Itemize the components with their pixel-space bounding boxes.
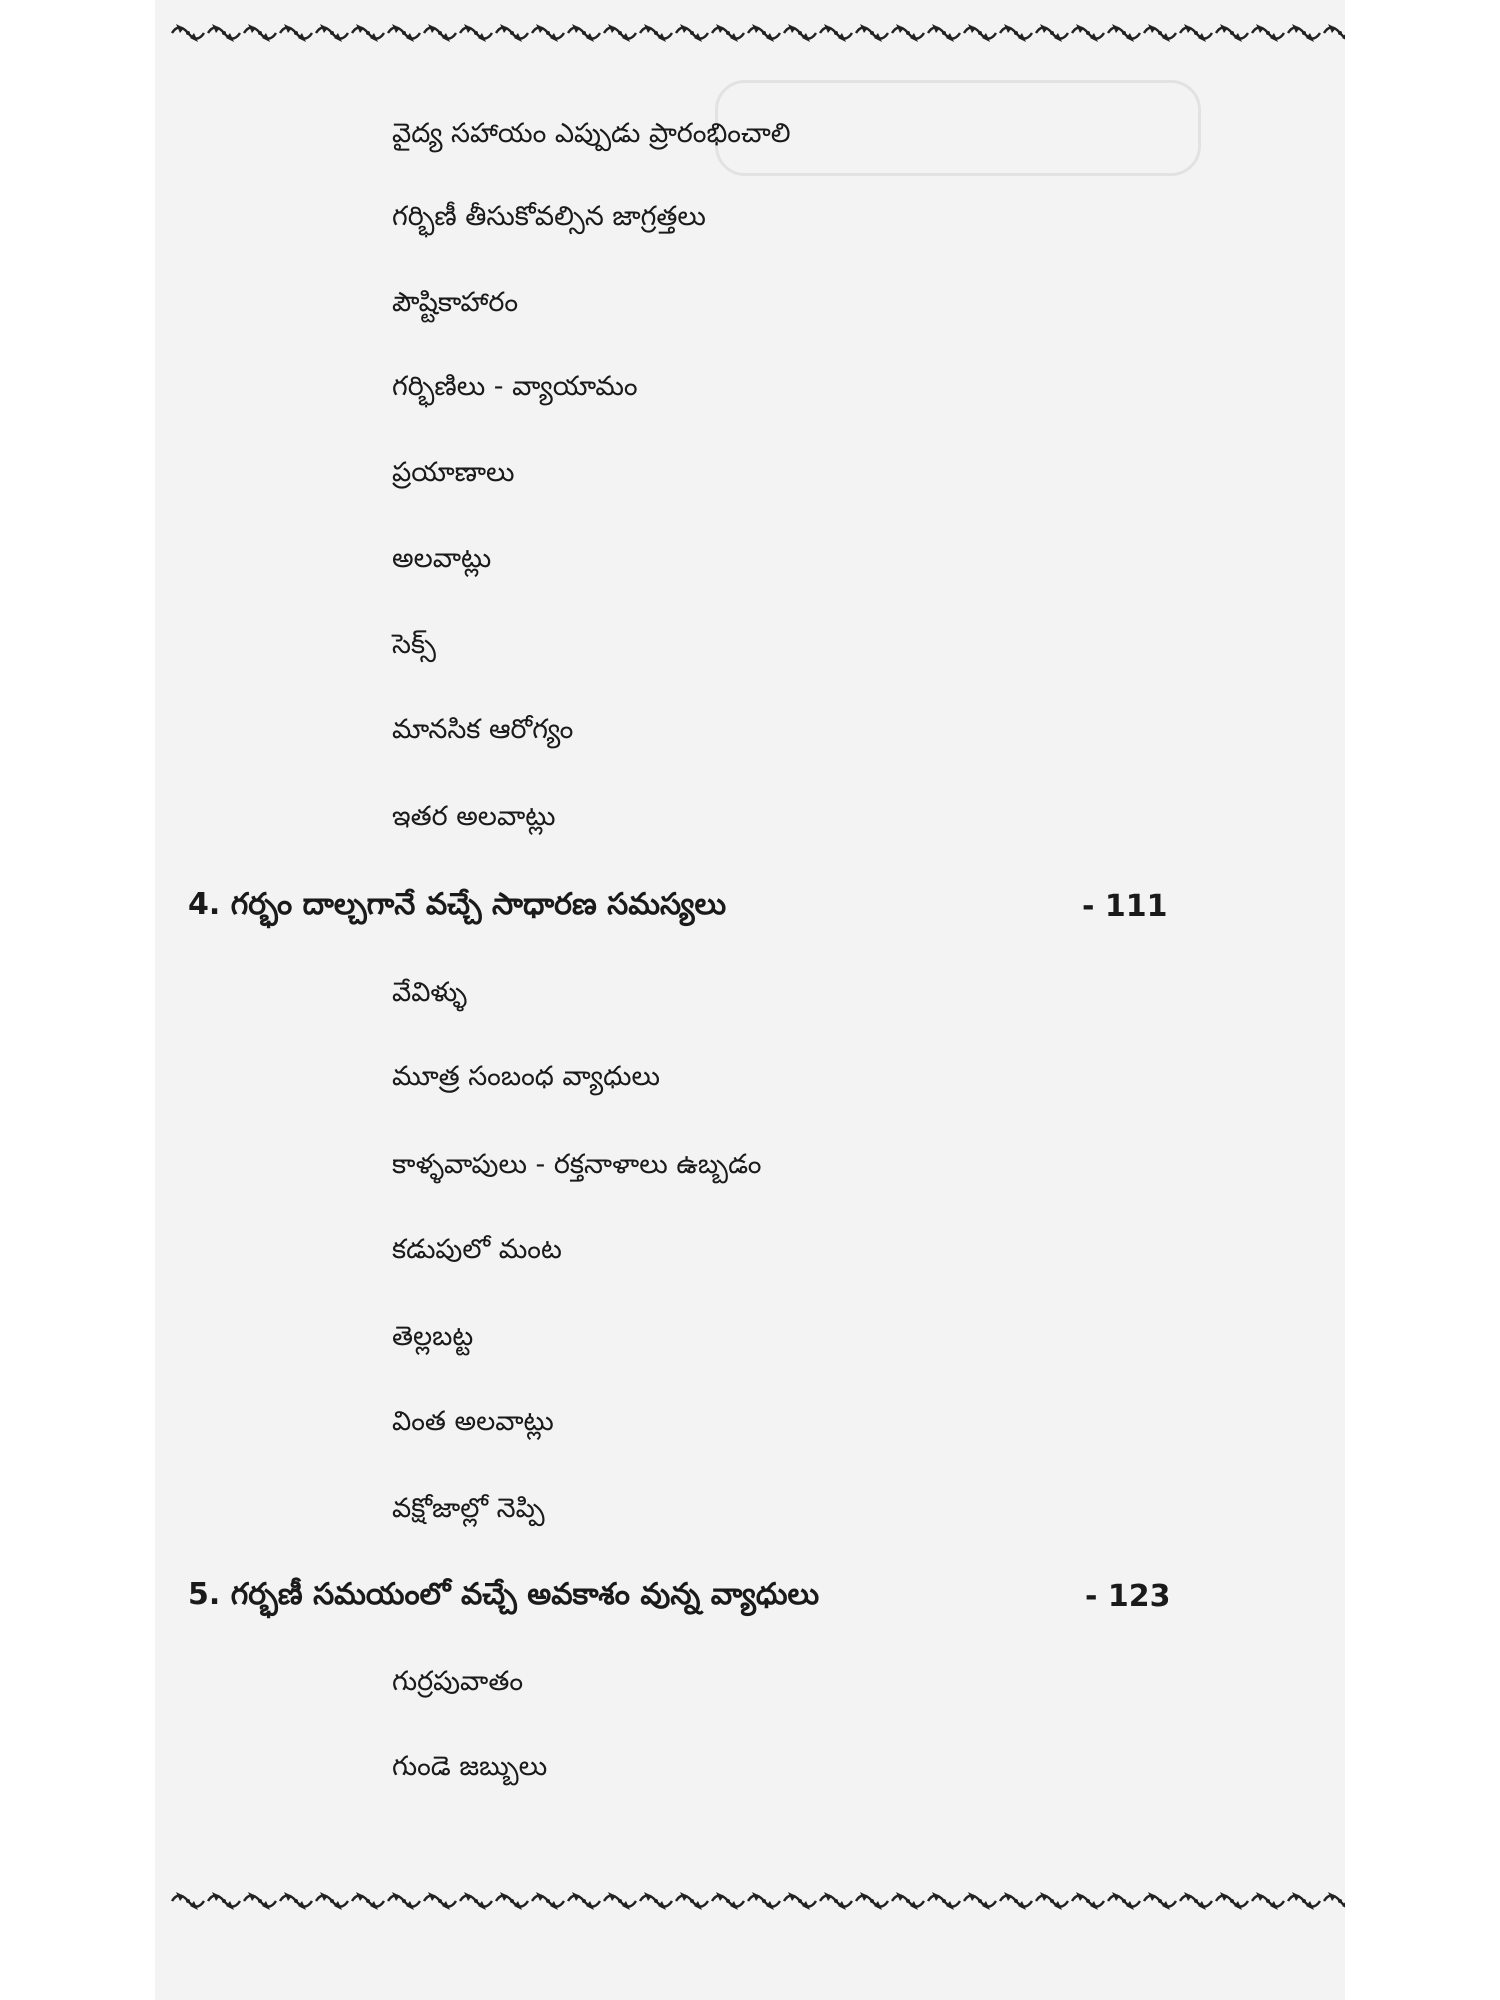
toc-entry: ప్రయాణాలు [392, 457, 515, 488]
toc-entry: వైద్య సహాయం ఎప్పుడు ప్రారంభించాలి [392, 118, 791, 149]
toc-entry: పౌష్టికాహారం [392, 287, 519, 318]
toc-entry: కాళ్ళవాపులు - రక్తనాళాలు ఉబ్బడం [392, 1149, 762, 1180]
toc-entry: వక్షోజాల్లో నెప్పి [392, 1493, 545, 1524]
toc-entry: సెక్స్ [392, 629, 437, 660]
chapter-5-page-number: - 123 [1085, 1579, 1171, 1614]
toc-entry: గుండె జబ్బులు [392, 1751, 548, 1782]
toc-entry: వేవిళ్ళు [392, 977, 468, 1008]
top-floral-border [170, 18, 1345, 48]
toc-entry: వింత అలవాట్లు [392, 1406, 554, 1437]
chapter-heading-4: 4. గర్భం దాల్చగానే వచ్చే సాధారణ సమస్యలు [188, 887, 727, 922]
toc-entry: మానసిక ఆరోగ్యం [392, 714, 574, 745]
toc-entry: ఇతర అలవాట్లు [392, 801, 556, 832]
book-page [155, 0, 1345, 2000]
toc-entry: అలవాట్లు [392, 543, 492, 574]
toc-entry: తెల్లబట్ట [392, 1321, 474, 1352]
toc-entry: గర్భిణిలు - వ్యాయామం [392, 371, 638, 402]
toc-entry: మూత్ర సంబంధ వ్యాధులు [392, 1061, 660, 1092]
toc-entry: కడుపులో మంట [392, 1234, 562, 1265]
chapter-4-page-number: - 111 [1082, 889, 1168, 924]
toc-entry: గర్భిణీ తీసుకోవల్సిన జాగ్రత్తలు [392, 201, 706, 232]
bottom-floral-border [170, 1886, 1345, 1916]
toc-entry: గుర్రపువాతం [392, 1666, 524, 1697]
chapter-heading-5: 5. గర్భణీ సమయంలో వచ్చే అవకాశం వున్న వ్యాధులు [188, 1577, 820, 1612]
